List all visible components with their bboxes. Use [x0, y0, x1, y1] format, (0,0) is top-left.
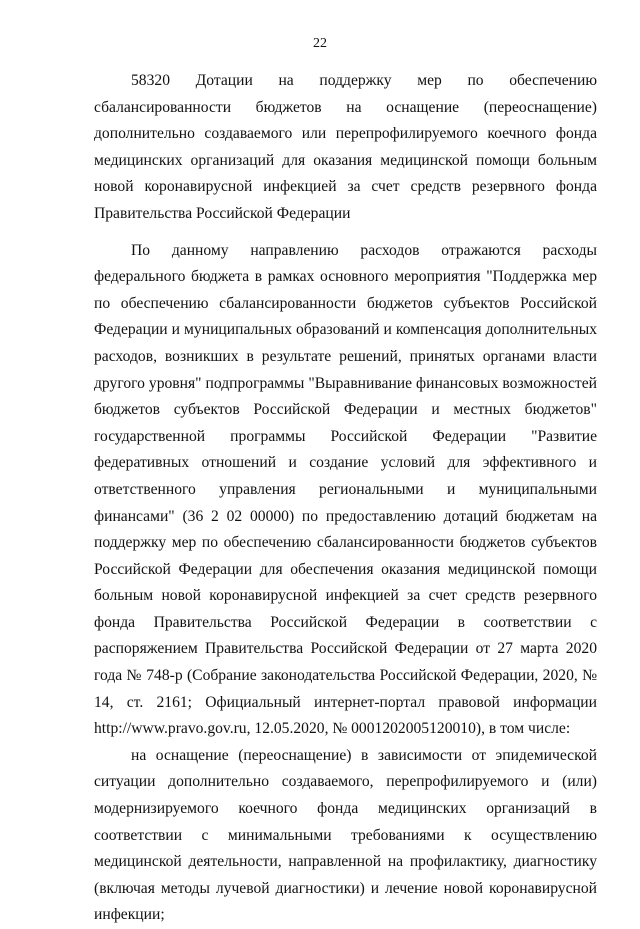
paragraph-list-item: на оснащение (переоснащение) в зависимости от эпидемической ситуации дополнительно создаваемого, перепрофилируемого и (или) модернизируемого коечного фонда медицинских организаций в соответствии с минимальными требованиями к осуществлению медицинской деятельности, направленной на профилактику, диагностику (включая методы лучевой диагностики) и лечение новой коронавирусной инфекции; — [94, 746, 597, 924]
page-number: 22 — [313, 36, 327, 51]
document-body — [94, 68, 597, 929]
paragraph-description: По данному направлению расходов отражаются расходы федерального бюджета в рамках основного мероприятия "Поддержка мер по обеспечению сбалансированности бюджетов субъектов Российской Федерации и муниципальных образований и компенсация дополнительных расходов, возникших в результате решений, принятых органами власти другого уровня" подпрограммы "Выравнивание финансовых возможностей бюджетов субъектов Российской Федерации и местных бюджетов" государственной программы Российской Федерации "Развитие федеративных отношений и создание условий для эффективного и ответственного управления региональными и муниципальными финансами" (36 2 02 00000) по предоставлению дотаций бюджетам на поддержку мер по обеспечению сбалансированности бюджетов субъектов Российской Федерации для обеспечения оказания медицинской помощи больным новой коронавирусной инфекцией за счет средств резервного фонда Правительства Российской Федерации в соответствии с распоряжением Правительства Российской Федерации от 27 марта 2020 года № 748-р (Собрание законодательства Российской Федерации, 2020, № 14, ст. 2161; Официальный интернет-портал правовой информации http://www.pravo.gov.ru, 12.05.2020, № 0001202005120010), в том числе: — [94, 241, 597, 738]
paragraph-heading-58320: 58320 Дотации на поддержку мер по обеспечению сбалансированности бюджетов на оснащение (переоснащение) дополнительно создаваемого или перепрофилируемого коечного фонда медицинских организаций для оказания медицинской помощи больным новой коронавирусной инфекцией за счет средств резервного фонда Правительства Российской Федерации — [94, 72, 597, 222]
